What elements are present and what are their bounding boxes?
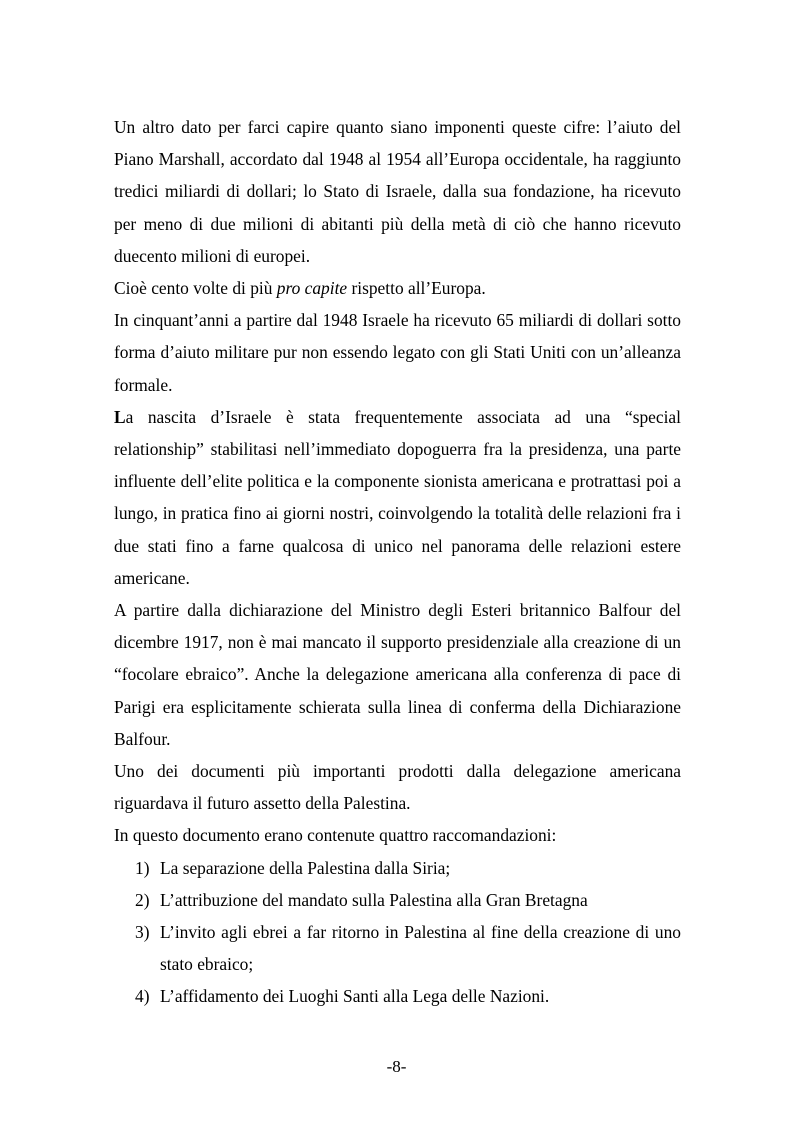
list-item-text: L’attribuzione del mandato sulla Palestina alla Gran Bretagna bbox=[160, 889, 588, 910]
list-item-text: L’affidamento dei Luoghi Santi alla Lega delle Nazioni. bbox=[160, 986, 550, 1007]
paragraph-documents: Uno dei documenti più importanti prodotti dalla delegazione americana riguardava il futuro assetto della Palestina. bbox=[114, 761, 681, 814]
list-item bbox=[114, 852, 681, 884]
paragraph-balfour: A partire dalla dichiarazione del Ministro degli Esteri britannico Balfour del dicembre 1917, non è mai mancato il supporto presidenziale alla creazione di un “focolare ebraico”. Anche la delegazione americana alla conferenza di pace di Parigi era esplicitamente schierata sulla linea di conferma della Dichiarazione Balfour. bbox=[114, 600, 681, 749]
recommendations-list bbox=[114, 852, 681, 1013]
paragraph-special-relationship bbox=[114, 401, 681, 594]
list-item-number: 3) bbox=[135, 922, 150, 943]
list-item bbox=[114, 884, 681, 916]
paragraph-marshall-comparison: Un altro dato per farci capire quanto siano imponenti queste cifre: l’aiuto del Piano Marshall, accordato dal 1948 al 1954 all’Europa occidentale, ha raggiunto tredici miliardi di dollari; lo Stato di Israele, dalla sua fondazione, ha ricevuto per meno di due milioni di abitanti più della metà di ciò che hanno ricevuto duecento milioni di europei. bbox=[114, 117, 681, 266]
list-item-text: L’invito agli ebrei a far ritorno in Palestina al fine della creazione di uno stato ebraico; bbox=[160, 922, 681, 975]
list-item-number: 4) bbox=[135, 986, 150, 1007]
list-item-text: La separazione della Palestina dalla Siria; bbox=[160, 857, 451, 878]
special-relationship-text: a nascita d’Israele è stata frequentemente associata ad una “special relationship” stabilitasi nell’immediato dopoguerra fra la presidenza, una parte influente dell’elite politica e la componente sionista americana e protrattasi poi a lungo, in pratica fino ai giorni nostri, coinvolgendo la totalità delle relazioni fra i due stati fino a farne qualcosa di unico nel panorama delle relazioni estere americane. bbox=[114, 406, 681, 588]
list-item-number: 2) bbox=[135, 889, 150, 910]
paragraph-recommendations-intro: In questo documento erano contenute quattro raccomandazioni: bbox=[114, 825, 557, 846]
body-text bbox=[114, 111, 681, 1013]
list-item bbox=[114, 916, 681, 980]
drop-initial: L bbox=[114, 406, 126, 427]
paragraph-military-aid: In cinquant’anni a partire dal 1948 Israele ha ricevuto 65 miliardi di dollari sotto forma d’aiuto militare pur non essendo legato con gli Stati Uniti con un’alleanza formale. bbox=[114, 310, 681, 395]
list-item-number: 1) bbox=[135, 857, 150, 878]
pro-capite-italic: pro capite bbox=[276, 278, 348, 299]
page-number: -8- bbox=[386, 1057, 407, 1076]
pro-capite-lead: Cioè cento volte di più bbox=[114, 278, 277, 299]
paragraph-pro-capite bbox=[114, 272, 681, 304]
pro-capite-tail: rispetto all’Europa. bbox=[347, 278, 486, 299]
list-item bbox=[114, 980, 681, 1012]
